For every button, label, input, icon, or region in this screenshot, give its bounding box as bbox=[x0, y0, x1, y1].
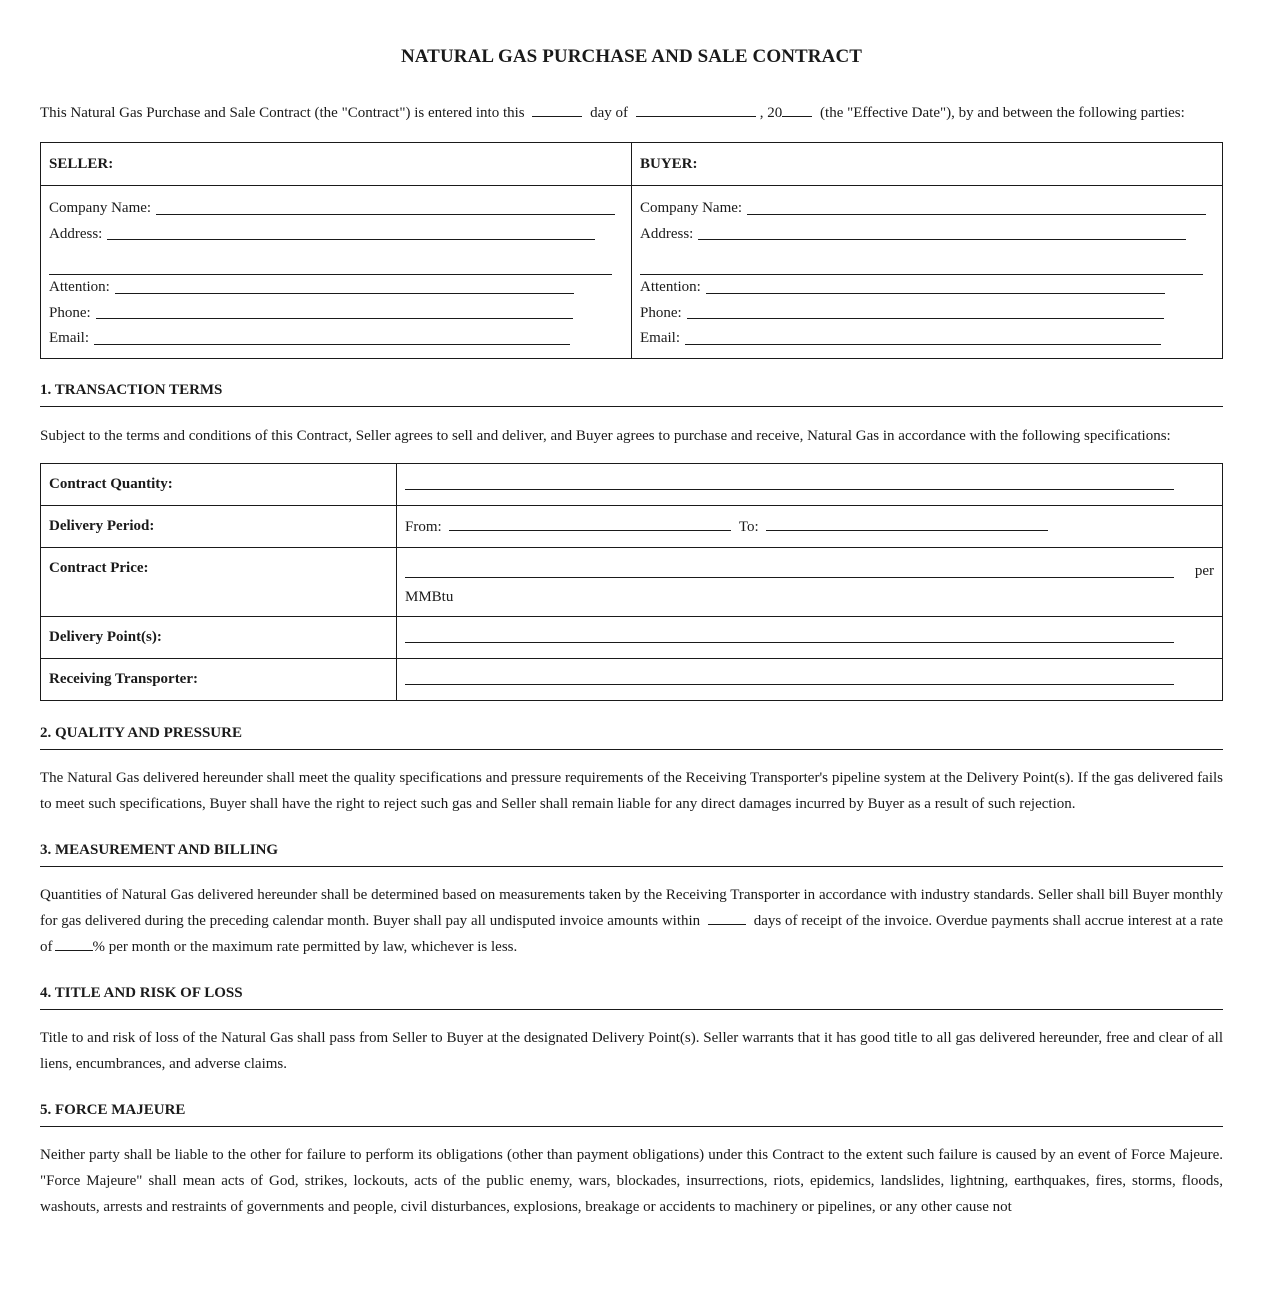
buyer-email-blank[interactable] bbox=[685, 328, 1161, 345]
contract-quantity-label: Contract Quantity: bbox=[41, 463, 397, 505]
seller-company-blank[interactable] bbox=[156, 198, 615, 215]
intro-text-2: day of bbox=[590, 105, 629, 121]
from-label: From: bbox=[405, 519, 442, 535]
buyer-phone-blank[interactable] bbox=[687, 302, 1164, 319]
seller-email-blank[interactable] bbox=[94, 328, 570, 345]
section-2-heading: 2. QUALITY AND PRESSURE bbox=[40, 725, 1223, 750]
delivery-period-cell bbox=[397, 505, 1223, 547]
table-row bbox=[41, 616, 1223, 658]
section-5-heading: 5. FORCE MAJEURE bbox=[40, 1102, 1223, 1127]
contract-price-label: Contract Price: bbox=[41, 547, 397, 616]
buyer-phone-field bbox=[640, 301, 1214, 327]
field-label: Email: bbox=[49, 330, 89, 346]
receiving-transporter-cell bbox=[397, 658, 1223, 700]
field-label: Company Name: bbox=[640, 200, 743, 216]
seller-header: SELLER: bbox=[41, 143, 632, 186]
delivery-point-label: Delivery Point(s): bbox=[41, 616, 397, 658]
receiving-transporter-blank[interactable] bbox=[405, 670, 1174, 685]
seller-phone-field bbox=[49, 301, 623, 327]
seller-address-field bbox=[49, 222, 623, 248]
table-row bbox=[41, 463, 1223, 505]
delivery-period-label: Delivery Period: bbox=[41, 505, 397, 547]
buyer-email-field bbox=[640, 326, 1214, 352]
intro-text-4: (the "Effective Date"), by and between the following parties: bbox=[820, 105, 1185, 121]
payment-days-blank[interactable] bbox=[708, 910, 746, 925]
section-3-heading: 3. MEASUREMENT AND BILLING bbox=[40, 842, 1223, 867]
section-5-text: Neither party shall be liable to the other for failure to perform its obligations (other than payment obligations) under this Contract to the extent such failure is caused by an event of Force Majeure. "Force Majeure" shall mean acts of God, strikes, lockouts, acts of the public enemy, wars, blockades, insurrections, riots, epidemics, landslides, lightning, earthquakes, fires, storms, floods, washouts, arrests and restraints of governments and people, civil disturbances, explosions, breakage or accidents to machinery or pipelines, or any other cause not bbox=[40, 1146, 1223, 1215]
parties-table bbox=[40, 142, 1223, 359]
seller-cell bbox=[41, 186, 632, 359]
buyer-attention-field bbox=[640, 275, 1214, 301]
contract-price-blank[interactable] bbox=[405, 563, 1174, 578]
month-blank[interactable] bbox=[636, 102, 756, 117]
table-row bbox=[41, 658, 1223, 700]
unit-label: MMBtu bbox=[405, 588, 454, 605]
delivery-point-cell bbox=[397, 616, 1223, 658]
parties-body-row bbox=[41, 186, 1223, 359]
section-1-heading: 1. TRANSACTION TERMS bbox=[40, 382, 1223, 407]
year-blank[interactable] bbox=[782, 102, 812, 117]
contract-quantity-blank[interactable] bbox=[405, 475, 1174, 490]
section-3-text-1: Quantities of Natural Gas delivered hereunder shall be determined based on measurements taken by the Receiving Transporter in accordance with industry standards. Seller shall bill Buyer monthly for gas delivered during the preceding calendar month. Buyer shall pay all undisputed invoice amounts within bbox=[40, 886, 1223, 929]
transaction-terms-table bbox=[40, 463, 1223, 701]
intro-paragraph bbox=[40, 100, 1223, 126]
field-label: Address: bbox=[640, 225, 694, 242]
contract-quantity-cell bbox=[397, 463, 1223, 505]
buyer-address-blank-2[interactable] bbox=[640, 247, 1203, 275]
field-label: Attention: bbox=[49, 279, 110, 295]
parties-header-row bbox=[41, 143, 1223, 186]
section-3-text bbox=[40, 882, 1223, 960]
seller-attention-field bbox=[49, 275, 623, 301]
seller-phone-blank[interactable] bbox=[96, 302, 573, 319]
seller-email-field bbox=[49, 326, 623, 352]
delivery-point-blank[interactable] bbox=[405, 628, 1174, 643]
from-blank[interactable] bbox=[449, 516, 731, 531]
table-row bbox=[41, 547, 1223, 616]
to-blank[interactable] bbox=[766, 516, 1048, 531]
field-label: Phone: bbox=[640, 304, 682, 321]
section-3-text-2: days of receipt of the invoice. Overdue payments shall accrue interest at a rate of bbox=[40, 912, 1224, 955]
seller-address-blank[interactable] bbox=[107, 223, 595, 240]
seller-attention-blank[interactable] bbox=[115, 277, 574, 294]
to-label: To: bbox=[738, 519, 759, 535]
field-label: Company Name: bbox=[49, 200, 152, 216]
document-title: NATURAL GAS PURCHASE AND SALE CONTRACT bbox=[400, 46, 863, 67]
buyer-company-blank[interactable] bbox=[747, 198, 1206, 215]
receiving-transporter-label: Receiving Transporter: bbox=[41, 658, 397, 700]
seller-company-field bbox=[49, 196, 623, 222]
day-blank[interactable] bbox=[532, 102, 582, 117]
contract-price-cell bbox=[397, 547, 1223, 616]
buyer-attention-blank[interactable] bbox=[706, 277, 1165, 294]
intro-text-3: , 20 bbox=[759, 105, 783, 121]
buyer-header: BUYER: bbox=[632, 143, 1223, 186]
buyer-company-field bbox=[640, 196, 1214, 222]
section-3-text-3: % per month or the maximum rate permitted by law, whichever is less. bbox=[92, 938, 518, 955]
field-label: Phone: bbox=[49, 304, 91, 321]
section-4-text: Title to and risk of loss of the Natural Gas shall pass from Seller to Buyer at the designated Delivery Point(s). Seller warrants that it has good title to all gas delivered hereunder, free and clear of all liens, encumbrances, and adverse claims. bbox=[40, 1029, 1223, 1072]
buyer-address-field bbox=[640, 222, 1214, 248]
section-1-text: Subject to the terms and conditions of this Contract, Seller agrees to sell and deliver, and Buyer agrees to purchase and receive, Natural Gas in accordance with the following specifications: bbox=[40, 427, 1171, 444]
field-label: Attention: bbox=[640, 279, 701, 295]
intro-text-1: This Natural Gas Purchase and Sale Contract (the "Contract") is entered into this bbox=[40, 105, 525, 121]
per-label: per bbox=[1194, 562, 1214, 579]
section-2-text: The Natural Gas delivered hereunder shall meet the quality specifications and pressure requirements of the Receiving Transporter's pipeline system at the Delivery Point(s). If the gas delivered fails to meet such specifications, Buyer shall have the right to reject such gas and Seller shall remain liable for any direct damages incurred by Buyer as a result of such rejection. bbox=[40, 769, 1223, 812]
interest-rate-blank[interactable] bbox=[55, 936, 93, 951]
buyer-address-blank[interactable] bbox=[698, 223, 1186, 240]
field-label: Email: bbox=[640, 330, 680, 346]
section-4-heading: 4. TITLE AND RISK OF LOSS bbox=[40, 985, 1223, 1010]
buyer-cell bbox=[632, 186, 1223, 359]
price-line bbox=[405, 558, 1214, 584]
table-row bbox=[41, 505, 1223, 547]
field-label: Address: bbox=[49, 225, 103, 242]
seller-address-blank-2[interactable] bbox=[49, 247, 612, 275]
